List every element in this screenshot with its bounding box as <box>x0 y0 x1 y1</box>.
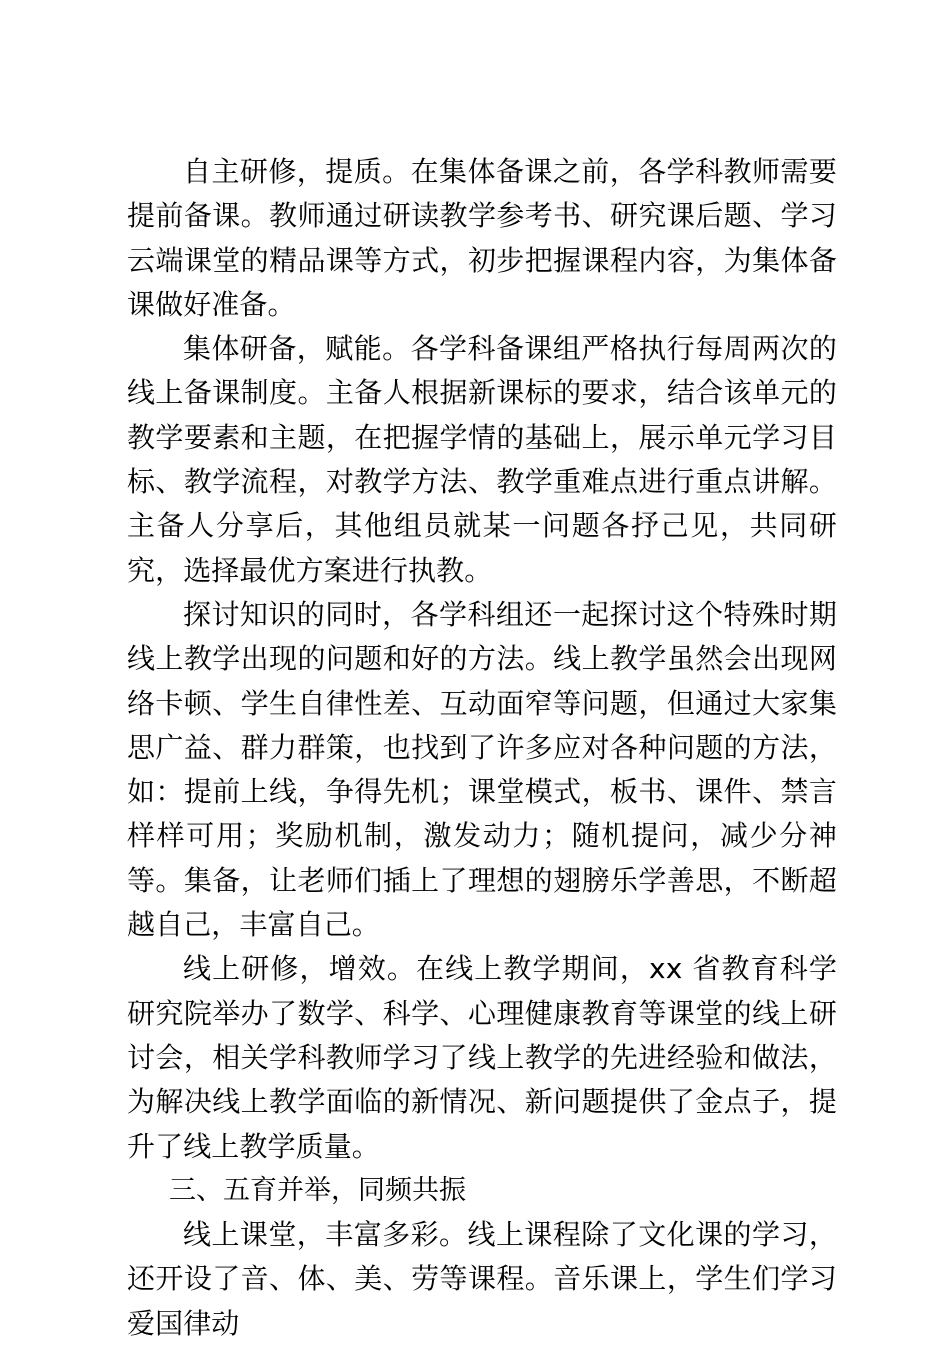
section-heading: 三、五育并举，同频共振 <box>169 1174 466 1206</box>
document-body <box>127 150 837 1346</box>
paragraph-online-methods: 探讨知识的同时，各学科组还一起探讨这个特殊时期线上教学出现的问题和好的方法。线上教学虽然会出现网络卡顿、学生自律性差、互动面窄等问题，但通过大家集思广益、群力群策，也找到了许多应对各种问题的方法，如：提前上线，争得先机；课堂模式，板书、课件、禁言样样可用；奖励机制，激发动力；随机提问，减少分神等。集备，让老师们插上了理想的翅膀乐学善思，不断超越自己，丰富自己。 <box>127 597 837 942</box>
paragraph-self-study: 自主研修，提质。在集体备课之前，各学科教师需要提前备课。教师通过研读教学参考书、研究课后题、学习云端课堂的精品课等方式，初步把握课程内容，为集体备课做好准备。 <box>127 155 837 321</box>
paragraph-collective-preparation: 集体研备，赋能。各学科备课组严格执行每周两次的线上备课制度。主备人根据新课标的要求，结合该单元的教学要素和主题，在把握学情的基础上，展示单元学习目标、教学流程，对教学方法、教学重难点进行重点讲解。主备人分享后，其他组员就某一问题各抒己见，共同研究，选择最优方案进行执教。 <box>127 332 837 587</box>
paragraph-online-training: 线上研修，增效。在线上教学期间，xx 省教育科学研究院举办了数学、科学、心理健康教育等课堂的线上研讨会，相关学科教师学习了线上教学的先进经验和做法，为解决线上教学面临的新情况、新问题提供了金点子，提升了线上教学质量。 <box>127 952 837 1163</box>
paragraph-online-classes: 线上课堂，丰富多彩。线上课程除了文化课的学习，还开设了音、体、美、劳等课程。音乐课上，学生们学习爱国律动 <box>127 1218 837 1340</box>
